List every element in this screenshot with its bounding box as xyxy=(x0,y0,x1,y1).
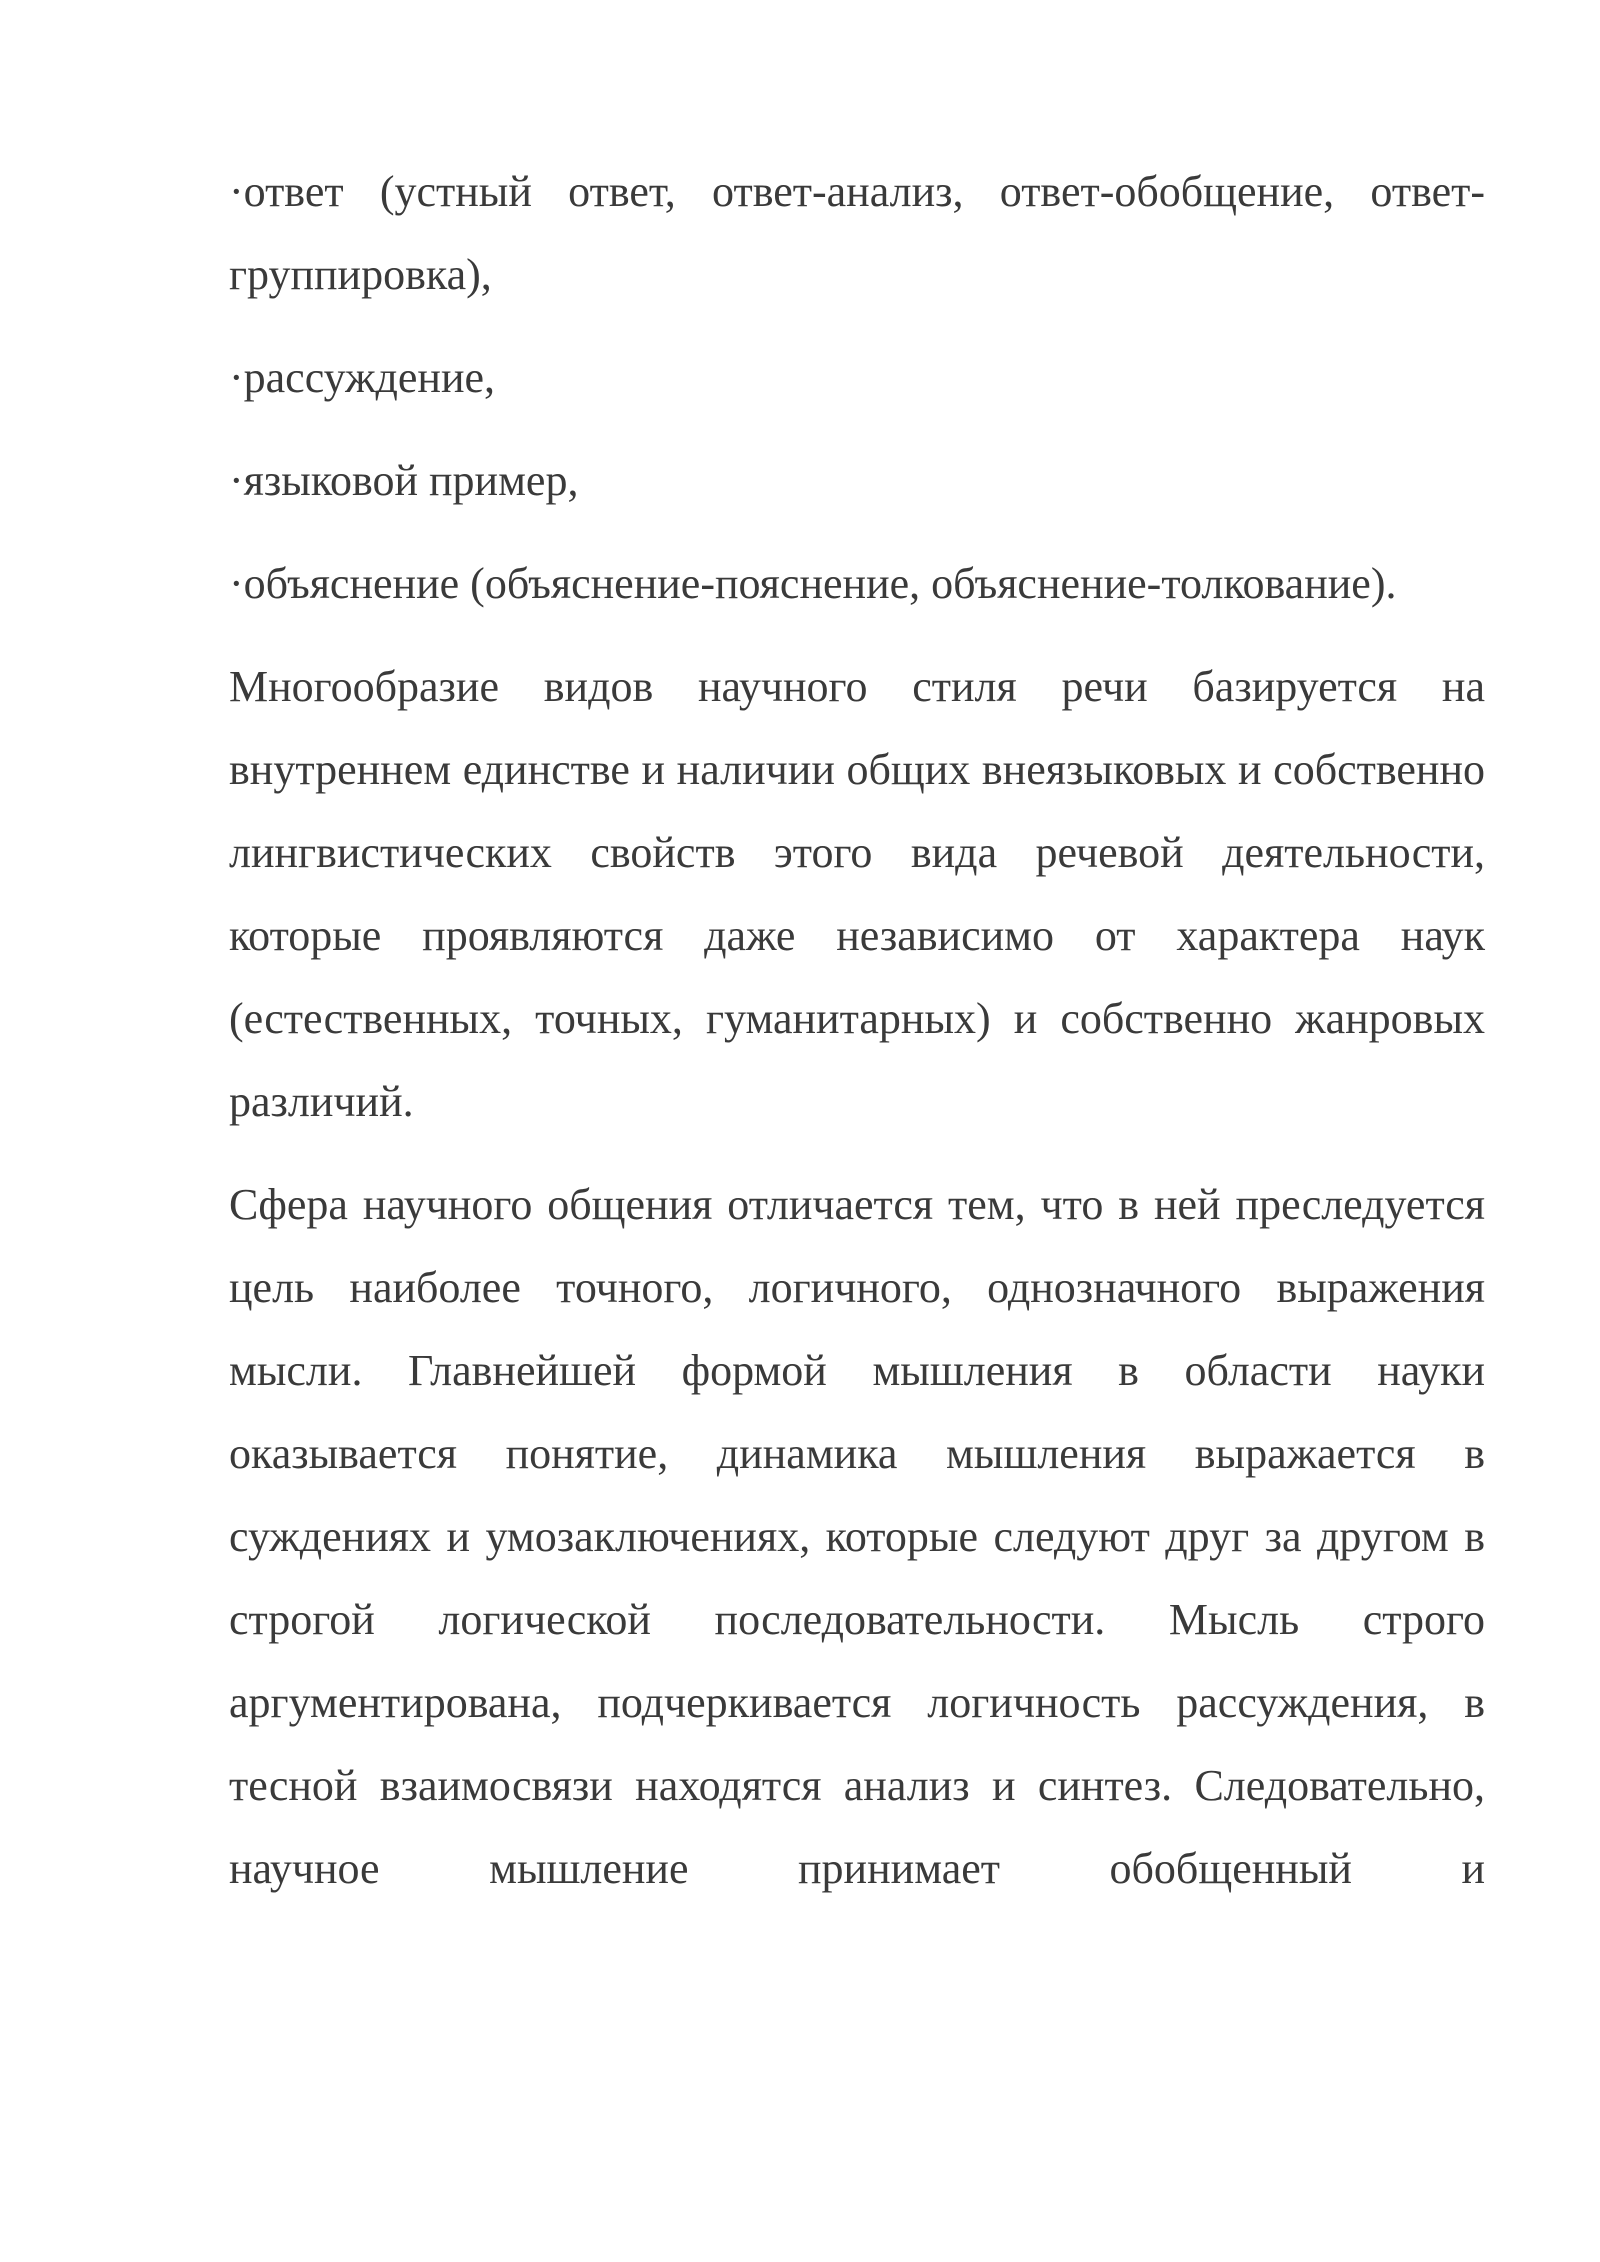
list-item-answer: ·ответ (устный ответ, ответ-анализ, ответ-обобщение, ответ-группировка), xyxy=(229,167,1485,299)
paragraph-scientific-communication: Сфера научного общения отличается тем, что в ней преследуется цель наиболее точного, логичного, однозначного выражения мысли. Главнейшей формой мышления в области науки оказывается понятие, динамика мышления выражается в суждениях и умозаключениях, которые следуют друг за другом в строгой логической последовательности. Мысль строго аргументирована, подчеркивается логичность рассуждения, в тесной взаимосвязи находятся анализ и синтез. Следовательно, научное мышление принимает обобщенный и xyxy=(229,1180,1485,1893)
paragraph-diversity: Многообразие видов научного стиля речи базируется на внутреннем единстве и наличии общих внеязыковых и собственно лингвистических свойств этого вида речевой деятельности, которые проявляются даже независимо от характера наук (естественных, точных, гуманитарных) и собственно жанровых различий. xyxy=(229,662,1485,1126)
list-item-reasoning: ·рассуждение, xyxy=(229,353,496,402)
list-item-explanation: ·объяснение (объяснение-пояснение, объяснение-толкование). xyxy=(229,559,1397,608)
list-item-language-example: ·языковой пример, xyxy=(229,456,579,505)
document-body xyxy=(229,150,1485,1930)
